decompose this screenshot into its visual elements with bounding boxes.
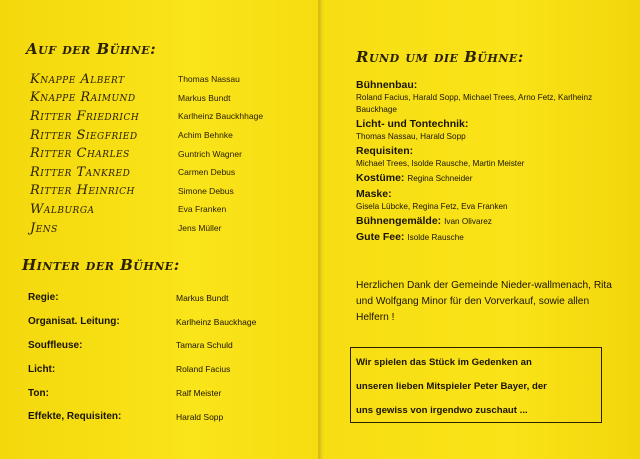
- cast-actor: Markus Bundt: [178, 92, 231, 103]
- credit-names: Isolde Rausche: [407, 233, 464, 242]
- cast-actor: Carmen Debus: [178, 167, 236, 178]
- cast-role: Jens: [30, 220, 58, 236]
- cast-role: Walburga: [30, 201, 95, 217]
- credit-title: Gute Fee:: [356, 231, 405, 243]
- cast-role: Knappe Raimund: [30, 90, 136, 106]
- crew-label: Effekte, Requisiten:: [28, 411, 122, 423]
- cast-actor: Simone Debus: [178, 185, 234, 196]
- memorial-line: uns gewiss von irgendwo zuschaut ...: [356, 405, 528, 416]
- cast-row: [30, 107, 300, 126]
- credit-buehnengemaelde: [356, 214, 616, 229]
- cast-role: Ritter Tankred: [30, 164, 131, 180]
- memorial-line: unseren lieben Mitspieler Peter Bayer, der: [356, 381, 547, 392]
- credit-title: Licht- und Tontechnik:: [356, 118, 469, 130]
- cast-row: [30, 144, 300, 163]
- right-heading: Rund um die Bühne:: [356, 48, 524, 66]
- credit-names: Michael Trees, Isolde Rausche, Martin Meister: [356, 159, 525, 168]
- cast-role: Ritter Heinrich: [30, 183, 135, 199]
- cast-row: [30, 126, 300, 145]
- credit-requisiten: [356, 144, 616, 170]
- credit-title: Maske:: [356, 188, 392, 200]
- cast-actor: Jens Müller: [178, 223, 222, 234]
- crew-label: Regie:: [28, 292, 59, 304]
- credit-licht-ton: [356, 117, 616, 143]
- cast-heading: Auf der Bühne:: [26, 40, 157, 58]
- thanks-paragraph: Herzlichen Dank der Gemeinde Nieder-wallmenach, Rita und Wolfgang Minor für den Vorverkauf, sowie allen Helfern !: [356, 280, 612, 323]
- crew-row: [28, 405, 308, 429]
- credit-names: Thomas Nassau, Harald Sopp: [356, 132, 466, 141]
- crew-person: Tamara Schuld: [176, 340, 233, 351]
- cast-role: Ritter Siegfried: [30, 127, 138, 143]
- production-credits: [356, 78, 616, 246]
- cast-actor: Eva Franken: [178, 204, 227, 215]
- crew-label: Ton:: [28, 387, 49, 399]
- crew-label: Organisat. Leitung:: [28, 316, 120, 328]
- crew-row: [28, 286, 308, 310]
- credit-names: Ivan Olivarez: [444, 217, 492, 226]
- cast-actor: Guntrich Wagner: [178, 148, 242, 159]
- credit-names: Gisela Lübcke, Regina Fetz, Eva Franken: [356, 202, 508, 211]
- credit-names: Roland Facius, Harald Sopp, Michael Trees, Arno Fetz, Karlheinz Bauckhage: [356, 93, 593, 114]
- cast-actor: Karlheinz Bauckhhage: [178, 111, 264, 122]
- cast-actor: Achim Behnke: [178, 130, 233, 141]
- cast-role: Knappe Albert: [30, 71, 125, 87]
- credit-names: Regina Schneider: [407, 174, 473, 183]
- cast-actor: Thomas Nassau: [178, 74, 240, 85]
- cast-list: [30, 70, 300, 237]
- cast-row: [30, 182, 300, 201]
- credit-gute-fee: [356, 230, 616, 245]
- cast-role: Ritter Friedrich: [30, 108, 140, 124]
- credit-title: Bühnengemälde:: [356, 215, 442, 227]
- cast-row: [30, 163, 300, 182]
- memorial-line: Wir spielen das Stück im Gedenken an: [356, 357, 532, 368]
- crew-row: [28, 381, 308, 405]
- crew-person: Karlheinz Bauckhage: [176, 316, 257, 327]
- crew-label: Licht:: [28, 363, 56, 375]
- credit-maske: [356, 187, 616, 213]
- cast-role: Ritter Charles: [30, 146, 130, 162]
- page-fold: [318, 0, 322, 459]
- cast-row: [30, 219, 300, 238]
- credit-kostueme: [356, 171, 616, 186]
- cast-row: [30, 89, 300, 108]
- crew-row: [28, 357, 308, 381]
- credit-title: Requisiten:: [356, 145, 414, 157]
- crew-person: Harald Sopp: [176, 411, 224, 422]
- crew-person: Roland Facius: [176, 364, 231, 375]
- crew-list: [28, 286, 308, 429]
- crew-row: [28, 334, 308, 358]
- crew-heading: Hinter der Bühne:: [22, 256, 180, 274]
- credit-buehnenbau: [356, 78, 616, 116]
- credit-title: Bühnenbau:: [356, 79, 418, 91]
- crew-person: Markus Bundt: [176, 292, 229, 303]
- memorial-box: [350, 347, 602, 423]
- crew-label: Souffleuse:: [28, 339, 83, 351]
- credit-title: Kostüme:: [356, 172, 405, 184]
- crew-row: [28, 310, 308, 334]
- cast-row: [30, 70, 300, 89]
- crew-person: Ralf Meister: [176, 388, 222, 399]
- cast-row: [30, 200, 300, 219]
